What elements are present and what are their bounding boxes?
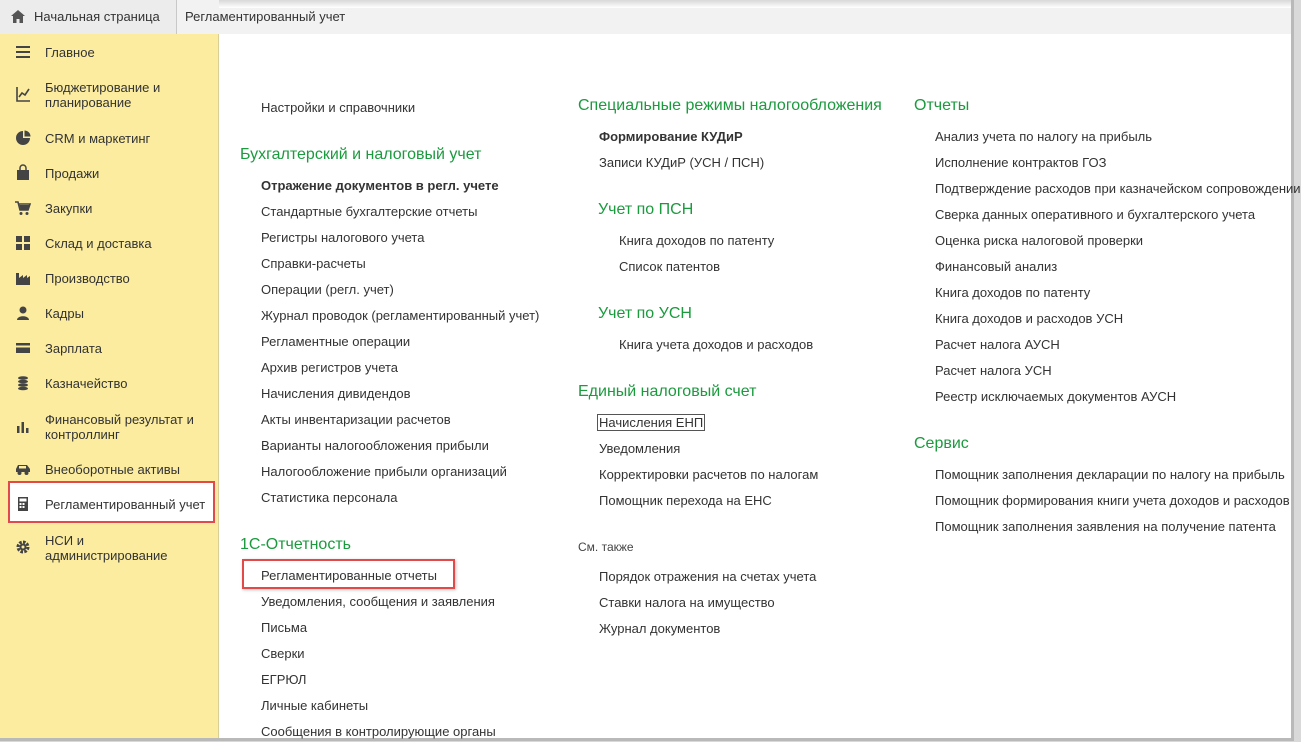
link-regulated-reports[interactable]: Регламентированные отчеты [261,568,437,583]
link-income-book-assistant[interactable]: Помощник формирования книги учета доходов и расходов [935,493,1290,508]
link-profit-taxation[interactable]: Налогообложение прибыли организаций [261,464,507,479]
section-content [219,34,1301,739]
group-header-special-regimes: Специальные режимы налогообложения [578,97,882,114]
link-treasury-expenses[interactable]: Подтверждение расходов при казначейском сопровождении [935,181,1301,196]
link-profit-tax-options[interactable]: Варианты налогообложения прибыли [261,438,489,453]
link-calculation-references[interactable]: Справки-расчеты [261,256,366,271]
sidebar-item-hr[interactable] [0,306,218,321]
link-kudir-formation[interactable]: Формирование КУДиР [599,129,743,144]
link-reconciliations[interactable]: Сверки [261,646,305,661]
link-ens-transition-assistant[interactable]: Помощник перехода на ЕНС [599,493,772,508]
tab-regulated-accounting-label: Регламентированный учет [185,9,346,24]
link-ausn-tax-calc[interactable]: Расчет налога АУСН [935,337,1060,352]
pie-icon [14,130,32,146]
link-messages-authorities[interactable]: Сообщения в контролирующие органы [261,724,496,739]
link-usn-book[interactable]: Книга доходов и расходов УСН [935,311,1124,326]
cart-icon [14,200,32,216]
sidebar-item-label: Внеоборотные активы [45,462,181,477]
link-goz-contracts[interactable]: Исполнение контрактов ГОЗ [935,155,1107,170]
person-icon [14,305,32,321]
sidebar-item-sales[interactable] [0,166,218,181]
link-operations[interactable]: Операции (регл. учет) [261,282,394,297]
chart-icon [14,86,32,102]
menu-icon [14,44,32,60]
sidebar-item-financial-result[interactable] [0,412,200,442]
sidebar-item-label: Закупки [45,201,93,216]
see-also-label: См. также [578,540,634,554]
group-header-usn: Учет по УСН [598,305,692,322]
bag-icon [14,165,32,181]
link-financial-analysis[interactable]: Финансовый анализ [935,259,1058,274]
sidebar-item-main[interactable] [0,45,218,60]
calculator-icon [14,496,32,512]
sidebar-item-budgeting[interactable] [0,80,175,110]
link-patents-list[interactable]: Список патентов [619,259,721,274]
car-icon [14,461,32,477]
group-header-accounting: Бухгалтерский и налоговый учет [240,146,482,163]
sidebar-item-label: Финансовый результат и контроллинг [45,412,194,442]
link-patent-application-assistant[interactable]: Помощник заполнения заявления на получение патента [935,519,1276,534]
sidebar-item-salary[interactable] [0,341,218,356]
group-header-service: Сервис [914,435,969,452]
sidebar-item-label: Главное [45,45,95,60]
link-patent-income-book[interactable]: Книга доходов по патенту [619,233,775,248]
group-header-reports: Отчеты [914,97,970,114]
bars-icon [14,418,32,434]
sidebar-item-treasury[interactable] [0,376,218,391]
link-documents-journal[interactable]: Журнал документов [599,621,721,636]
link-staff-statistics[interactable]: Статистика персонала [261,490,398,505]
sidebar-item-label: Зарплата [45,341,102,356]
link-standard-reports[interactable]: Стандартные бухгалтерские отчеты [261,204,478,219]
link-accounts-reflection-order[interactable]: Порядок отражения на счетах учета [599,569,817,584]
group-header-psn: Учет по ПСН [598,201,694,218]
link-dividends[interactable]: Начисления дивидендов [261,386,411,401]
coins-icon [14,375,32,391]
link-entries-journal[interactable]: Журнал проводок (регламентированный учет) [261,308,540,323]
sidebar-item-label: Регламентированный учет [45,497,206,512]
link-reflect-documents[interactable]: Отражение документов в регл. учете [261,178,499,193]
sidebar-item-purchases[interactable] [0,201,218,216]
link-kudir-records[interactable]: Записи КУДиР (УСН / ПСН) [599,155,765,170]
sidebar-item-label: Склад и доставка [45,236,152,251]
link-patent-income-book-report[interactable]: Книга доходов по патенту [935,285,1091,300]
link-notifications-statements[interactable]: Уведомления, сообщения и заявления [261,594,495,609]
link-profit-tax-analysis[interactable]: Анализ учета по налогу на прибыль [935,129,1153,144]
home-icon [11,10,25,23]
sidebar-item-label: Производство [45,271,130,286]
sidebar-item-label: Продажи [45,166,100,181]
group-header-ens: Единый налоговый счет [578,383,757,400]
link-enp-accruals[interactable] [599,415,705,430]
link-usn-tax-calc[interactable]: Расчет налога УСН [935,363,1052,378]
link-tax-registers[interactable]: Регистры налогового учета [261,230,425,245]
link-ausn-excluded-docs[interactable]: Реестр исключаемых документов АУСН [935,389,1177,404]
warehouse-icon [14,235,32,251]
gear-icon [14,539,32,555]
link-income-expense-book[interactable]: Книга учета доходов и расходов [619,337,814,352]
sidebar-item-label: Кадры [45,306,84,321]
card-icon [14,340,32,356]
sidebar-item-label: CRM и маркетинг [45,131,151,146]
tab-regulated-accounting[interactable] [178,0,346,34]
tab-home-label: Начальная страница [34,9,160,24]
link-settings[interactable]: Настройки и справочники [261,100,416,115]
sidebar-item-regulated-accounting[interactable] [0,497,218,512]
link-egrul[interactable]: ЕГРЮЛ [261,672,307,687]
sidebar-item-label: Бюджетирование и планирование [45,80,161,110]
factory-icon [14,270,32,286]
link-data-reconciliation[interactable]: Сверка данных оперативного и бухгалтерского учета [935,207,1256,222]
link-ens-notifications[interactable]: Уведомления [599,441,681,456]
sidebar-item-crm[interactable] [0,131,218,146]
sidebar-item-label: НСИ и администрирование [45,533,168,563]
sidebar-item-warehouse[interactable] [0,236,218,251]
link-inventory-acts[interactable]: Акты инвентаризации расчетов [261,412,451,427]
link-letters[interactable]: Письма [261,620,308,635]
link-personal-accounts[interactable]: Личные кабинеты [261,698,369,713]
link-property-tax-rates[interactable]: Ставки налога на имущество [599,595,775,610]
group-header-1c-reporting: 1С-Отчетность [240,536,351,553]
sidebar-item-nsi-admin[interactable] [0,533,175,563]
sidebar-item-fixed-assets[interactable] [0,462,218,477]
sidebar-item-production[interactable] [0,271,218,286]
content-top-shadow [219,0,1291,8]
sections-sidebar [0,34,219,738]
link-tax-audit-risk[interactable]: Оценка риска налоговой проверки [935,233,1144,248]
focused-link-label: Начисления ЕНП [599,415,704,430]
link-registers-archive[interactable]: Архив регистров учета [261,360,399,375]
link-routine-operations[interactable]: Регламентные операции [261,334,411,349]
link-profit-declaration-assistant[interactable]: Помощник заполнения декларации по налогу на прибыль [935,467,1285,482]
tab-home[interactable] [0,0,177,34]
link-tax-corrections[interactable]: Корректировки расчетов по налогам [599,467,819,482]
sidebar-item-label: Казначейство [45,376,128,391]
